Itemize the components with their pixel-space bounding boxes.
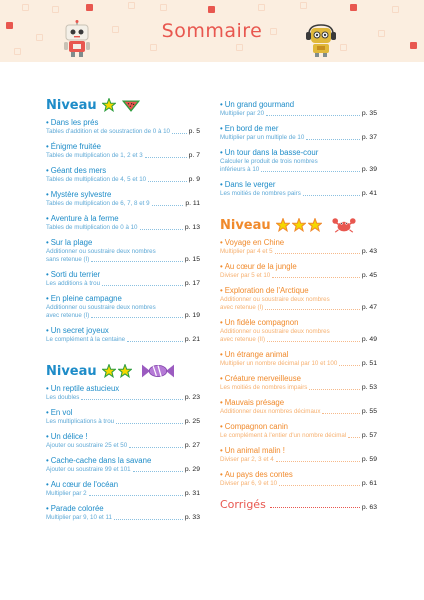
bullet-icon: • [46, 270, 49, 279]
entry-page-number: p. 21 [184, 336, 200, 343]
bullet-icon: • [46, 142, 49, 151]
entry-title: • En pleine campagne [46, 294, 122, 303]
entry-page-number: p. 17 [184, 280, 200, 287]
entry-description: Multiplier par 2 [46, 490, 87, 497]
entry-description: Additionner deux nombres décimaux [220, 408, 321, 415]
entry-title: • Dans le verger [220, 180, 276, 189]
toc-entry[interactable] [220, 286, 377, 312]
entry-page-number: p. 9 [188, 176, 200, 183]
toc-entry[interactable] [46, 118, 200, 136]
entry-page-number: p. 11 [185, 200, 200, 207]
toc-entry[interactable] [220, 124, 377, 142]
entry-description: sans retenue (I) [46, 256, 90, 263]
entry-title: • Mauvais présage [220, 398, 285, 407]
bullet-icon: • [220, 470, 223, 479]
bullet-icon: • [220, 318, 223, 327]
entry-description: Tables de multiplication de 4, 5 et 10 [46, 176, 147, 183]
entry-description: Multiplier par 4 et 5 [220, 248, 273, 255]
entry-title: • Exploration de l'Arctique [220, 286, 309, 295]
entry-page-number: p. 41 [361, 190, 377, 197]
robot-right-icon [305, 22, 337, 58]
bullet-icon: • [220, 422, 223, 431]
toc-entry[interactable] [46, 190, 200, 208]
toc-left-column [46, 96, 200, 528]
entry-description: Calculer le produit de trois nombres [220, 158, 318, 165]
entry-page-number: p. 39 [361, 166, 377, 173]
entry-page-number: p. 37 [361, 134, 377, 141]
star-icon [308, 218, 322, 232]
entry-description: Les doubles [46, 394, 80, 401]
entry-description: Additionner ou soustraire deux nombres [46, 248, 156, 255]
entry-description: avec retenue (I) [220, 304, 264, 311]
entry-title: • Géant des mers [46, 166, 107, 175]
toc-entry[interactable] [46, 214, 200, 232]
star-icon [118, 364, 132, 378]
bullet-icon: • [46, 480, 49, 489]
entry-description: Les additions à trou [46, 280, 101, 287]
toc-entry[interactable] [46, 238, 200, 264]
entry-description: Diviser par 5 et 10 [220, 272, 271, 279]
level-3-entries [220, 238, 377, 488]
watermelon-icon [122, 98, 140, 112]
bullet-icon: • [46, 294, 49, 303]
toc-entry[interactable] [46, 408, 200, 426]
toc-entry[interactable] [46, 504, 200, 522]
toc-right-column [220, 100, 377, 511]
bullet-icon: • [220, 124, 223, 133]
entry-title: • Un animal malin ! [220, 446, 285, 455]
level-label: Niveau [220, 217, 271, 233]
toc-entry[interactable] [220, 350, 377, 368]
corriges-label: Corrigés [220, 498, 266, 511]
toc-entry[interactable] [220, 374, 377, 392]
entry-page-number: p. 49 [361, 336, 377, 343]
toc-entry[interactable] [220, 470, 377, 488]
entry-description: Les moitiés de nombres pairs [220, 190, 301, 197]
bullet-icon: • [46, 326, 49, 335]
level-1-heading [46, 96, 200, 114]
entry-description: Additionner ou soustraire deux nombres [220, 328, 330, 335]
entry-page-number: p. 27 [184, 442, 200, 449]
bullet-icon: • [46, 384, 49, 393]
entry-page-number: p. 5 [188, 128, 200, 135]
toc-entry[interactable] [46, 384, 200, 402]
entry-description: Les multiplications à trou [46, 418, 115, 425]
star-icon [102, 98, 116, 112]
bullet-icon: • [46, 118, 49, 127]
entry-title: • Au cœur de la jungle [220, 262, 297, 271]
entry-title: • En vol [46, 408, 73, 417]
entry-title: • Cache-cache dans la savane [46, 456, 152, 465]
toc-entry[interactable] [220, 318, 377, 344]
entry-title: • Un grand gourmand [220, 100, 295, 109]
entry-title: • Un fidèle compagnon [220, 318, 299, 327]
toc-entry[interactable] [220, 422, 377, 440]
bullet-icon: • [220, 180, 223, 189]
entry-description: inférieurs à 10 [220, 166, 260, 173]
entry-title: • Un étrange animal [220, 350, 289, 359]
entry-description: Multiplier par 20 [220, 110, 265, 117]
entry-page-number: p. 55 [361, 408, 377, 415]
bullet-icon: • [220, 262, 223, 271]
toc-entry[interactable] [220, 148, 377, 174]
page-header [0, 0, 424, 62]
entry-page-number: p. 25 [184, 418, 200, 425]
entry-page-number: p. 53 [361, 384, 377, 391]
entry-title: • Voyage en Chine [220, 238, 285, 247]
entry-description: Multiplier par 9, 10 et 11 [46, 514, 112, 521]
toc-entry[interactable] [220, 180, 377, 198]
entry-page-number: p. 23 [184, 394, 200, 401]
entry-page-number: p. 61 [361, 480, 377, 487]
entry-title: • Sur la plage [46, 238, 93, 247]
bullet-icon: • [46, 166, 49, 175]
entry-title: • En bord de mer [220, 124, 279, 133]
bullet-icon: • [46, 238, 49, 247]
bullet-icon: • [220, 446, 223, 455]
corriges-page: p. 63 [361, 504, 377, 511]
entry-description: Diviser par 2, 3 et 4 [220, 456, 274, 463]
level-3-heading [220, 216, 377, 234]
toc-entry[interactable] [220, 100, 377, 118]
entry-title: • Un secret joyeux [46, 326, 109, 335]
entry-description: avec retenue (I) [46, 312, 90, 319]
candy-icon [142, 363, 174, 379]
toc-entry[interactable] [46, 294, 200, 320]
toc-entry[interactable] [46, 480, 200, 498]
entry-title: • Au cœur de l'océan [46, 480, 119, 489]
entry-title: • Sorti du terrier [46, 270, 101, 279]
entry-title: • Compagnon canin [220, 422, 289, 431]
entry-description: Tables de multiplication de 1, 2 et 3 [46, 152, 143, 159]
star-icon [102, 364, 116, 378]
entry-page-number: p. 31 [184, 490, 200, 497]
entry-page-number: p. 45 [361, 272, 377, 279]
toc-entry[interactable] [46, 432, 200, 450]
entry-description: Additionner ou soustraire deux nombres [220, 296, 330, 303]
bullet-icon: • [46, 408, 49, 417]
entry-title: • Un délice ! [46, 432, 88, 441]
corriges-link[interactable] [220, 498, 377, 511]
entry-page-number: p. 7 [188, 152, 200, 159]
entry-page-number: p. 33 [184, 514, 200, 521]
entry-description: Ajouter ou soustraire 25 et 50 [46, 442, 128, 449]
level-label: Niveau [46, 363, 97, 379]
toc-entry[interactable] [46, 326, 200, 344]
bullet-icon: • [220, 148, 223, 157]
toc-entry[interactable] [220, 446, 377, 464]
toc-entry[interactable] [46, 142, 200, 160]
entry-description: Le complément à la centaine [46, 336, 126, 343]
bullet-icon: • [220, 100, 223, 109]
page-title: Sommaire [161, 20, 263, 42]
entry-page-number: p. 29 [184, 466, 200, 473]
entry-description: Tables de multiplication de 0 à 10 [46, 224, 138, 231]
bullet-icon: • [220, 374, 223, 383]
entry-title: • Parade colorée [46, 504, 104, 513]
entry-page-number: p. 43 [361, 248, 377, 255]
toc-entry[interactable] [220, 398, 377, 416]
bullet-icon: • [220, 350, 223, 359]
entry-description: Ajouter ou soustraire 99 et 101 [46, 466, 131, 473]
entry-title: • Créature merveilleuse [220, 374, 302, 383]
bullet-icon: • [46, 432, 49, 441]
entry-title: • Aventure à la ferme [46, 214, 119, 223]
toc-entry[interactable] [46, 166, 200, 184]
entry-title: • Dans les prés [46, 118, 99, 127]
bullet-icon: • [220, 238, 223, 247]
entry-description: Additionner ou soustraire deux nombres [46, 304, 156, 311]
entry-description: Les moitiés de nombres impairs [220, 384, 308, 391]
toc-entry[interactable] [220, 238, 377, 256]
bullet-icon: • [220, 398, 223, 407]
toc-entry[interactable] [220, 262, 377, 280]
level-2-heading [46, 362, 200, 380]
entry-description: Diviser par 6, 9 et 10 [220, 480, 278, 487]
bullet-icon: • [46, 456, 49, 465]
entry-title: • Énigme fruitée [46, 142, 102, 151]
entry-title: • Mystère sylvestre [46, 190, 112, 199]
entry-description: Tables de multiplication de 6, 7, 8 et 9 [46, 200, 150, 207]
entry-page-number: p. 47 [361, 304, 377, 311]
entry-page-number: p. 15 [184, 256, 200, 263]
entry-page-number: p. 13 [184, 224, 200, 231]
toc-entry[interactable] [46, 456, 200, 474]
level-1-entries [46, 118, 200, 344]
entry-title: • Un tour dans la basse-cour [220, 148, 319, 157]
entry-description: Multiplier par un multiple de 10 [220, 134, 305, 141]
toc-entry[interactable] [46, 270, 200, 288]
bullet-icon: • [46, 504, 49, 513]
entry-description: Tables d'addition et de soustraction de 0 à 10 [46, 128, 170, 135]
entry-page-number: p. 59 [361, 456, 377, 463]
level-label: Niveau [46, 97, 97, 113]
bullet-icon: • [46, 214, 49, 223]
bullet-icon: • [220, 286, 223, 295]
entry-page-number: p. 19 [184, 312, 200, 319]
star-icon [292, 218, 306, 232]
entry-description: Le complément à l'entier d'un nombre décimal [220, 432, 347, 439]
level-2-entries [46, 384, 200, 522]
entry-description: Multiplier un nombre décimal par 10 et 100 [220, 360, 338, 367]
crab-icon [332, 216, 356, 234]
level-2-continued-entries [220, 100, 377, 198]
bullet-icon: • [46, 190, 49, 199]
entry-page-number: p. 51 [361, 360, 377, 367]
star-icon [276, 218, 290, 232]
entry-page-number: p. 57 [361, 432, 377, 439]
entry-title: • Au pays des contes [220, 470, 293, 479]
entry-title: • Un reptile astucieux [46, 384, 120, 393]
entry-page-number: p. 35 [361, 110, 377, 117]
entry-description: avec retenue (II) [220, 336, 266, 343]
